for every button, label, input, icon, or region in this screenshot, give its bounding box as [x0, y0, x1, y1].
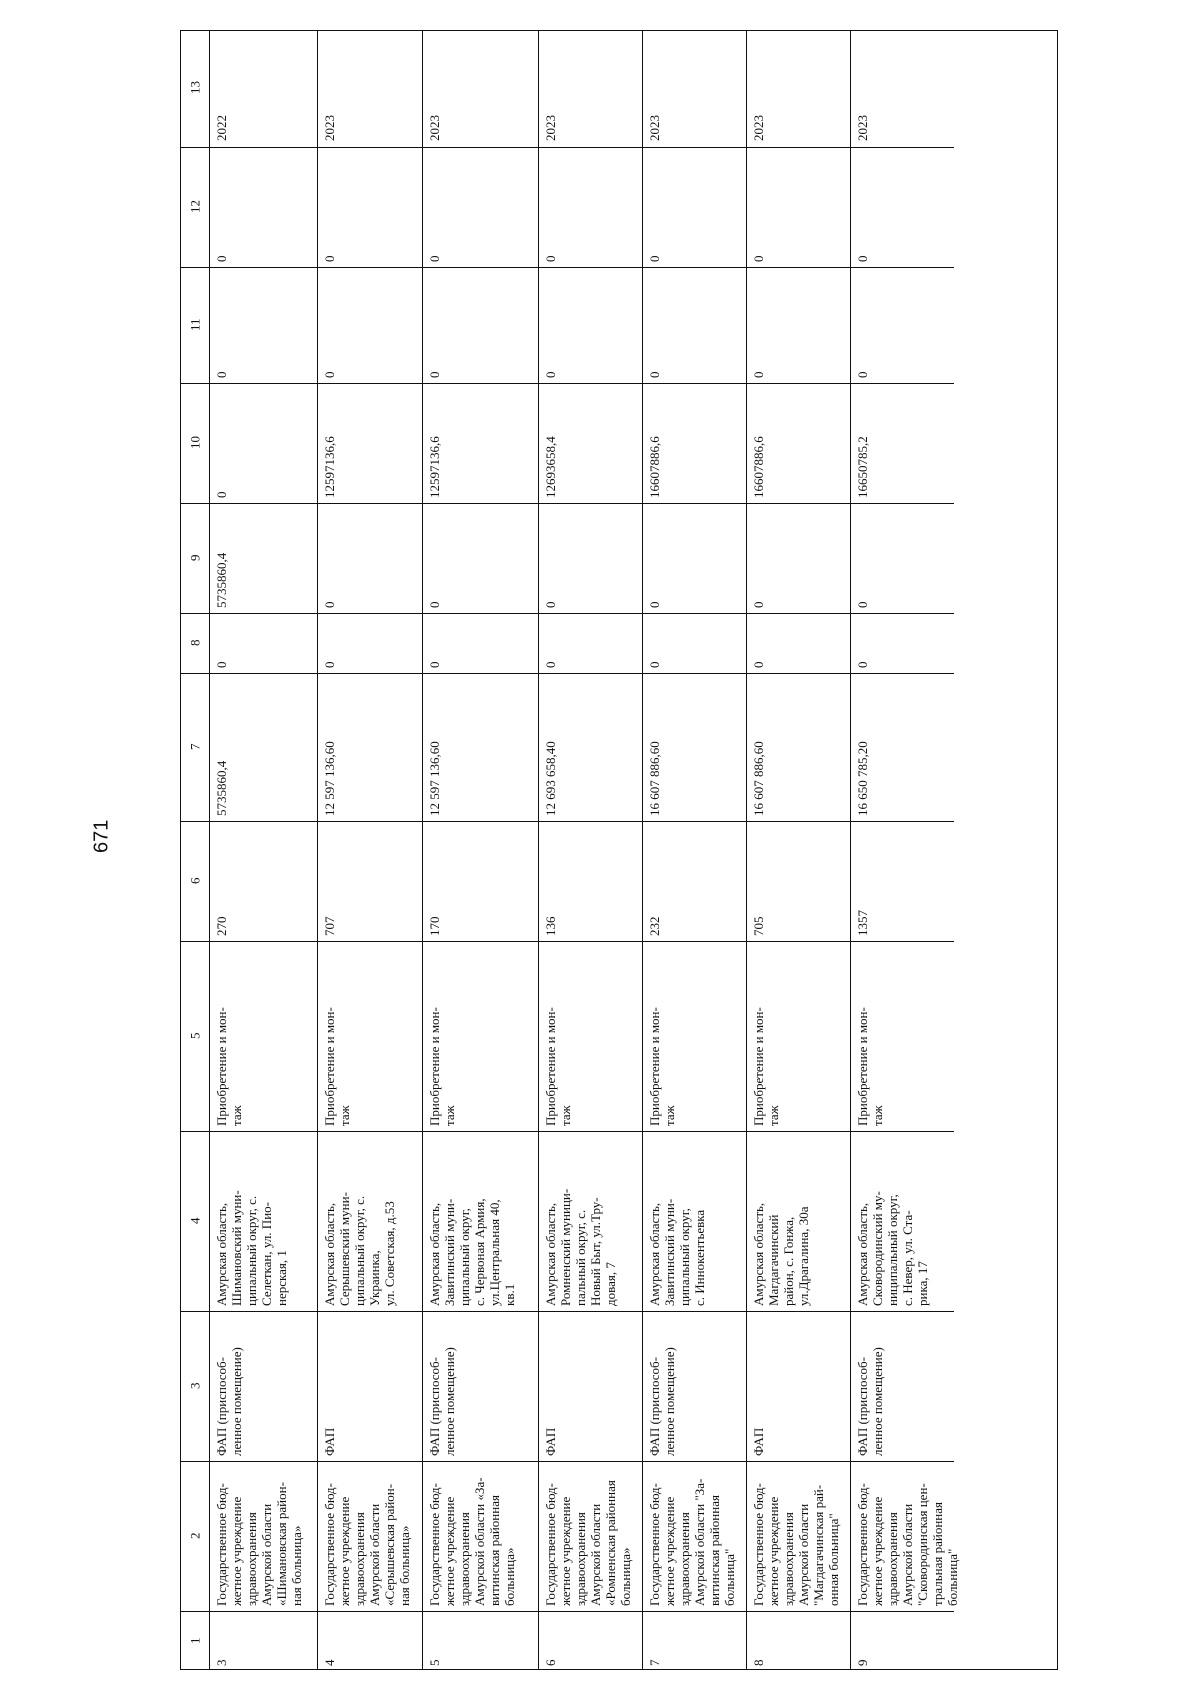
cell-year: [423, 31, 538, 147]
cell-text: 0: [647, 661, 662, 668]
cell-work-type: [539, 941, 642, 1131]
cell-text: Приобретение и мон- таж: [214, 1007, 244, 1126]
cell-text: ФАП (приспособ- ленное помещение): [214, 1347, 244, 1456]
cell-area: [318, 821, 422, 941]
cell-col-9: [210, 503, 317, 613]
cell-work-type: [643, 941, 746, 1131]
cell-text: 2023: [751, 115, 766, 141]
cell-work-type: [210, 941, 317, 1131]
cell-text: 0: [214, 491, 229, 498]
cell-text: 0: [322, 371, 337, 378]
cell-text: 0: [322, 255, 337, 262]
cell-text: 6: [543, 1659, 558, 1666]
cell-year: [539, 31, 642, 147]
cell-col-9: [643, 503, 746, 613]
page-number: 671: [90, 819, 113, 853]
cell-col-8: [423, 613, 538, 673]
cell-col-8: [747, 613, 850, 673]
cell-text: 12 693 658,40: [543, 741, 558, 816]
header-label: 9: [187, 554, 203, 562]
cell-address: [210, 1131, 317, 1311]
cell-text: Амурская область, Завитинский муни- ципальный округ, с. Червоная Армия, ул.Центральная 40, кв.1: [427, 1198, 517, 1306]
cell-row-number: [210, 1611, 317, 1671]
cell-text: Государственное бюд- жетное учреждение здравоохранения Амурской области «Шимановская район- ная больница»: [214, 1482, 304, 1606]
header-cell: [181, 941, 209, 1131]
header-label: 11: [187, 318, 203, 332]
cell-year: [851, 31, 954, 147]
cell-col-11: [851, 267, 954, 383]
header-cell: [181, 503, 209, 613]
cell-text: 5735860,4: [214, 552, 229, 608]
cell-institution: [747, 1461, 850, 1611]
cell-text: 2023: [543, 115, 558, 141]
cell-text: 0: [855, 601, 870, 608]
header-cell: [181, 147, 209, 267]
cell-text: 5: [427, 1659, 442, 1666]
header-label: 3: [187, 1382, 203, 1390]
cell-text: 16607886,6: [647, 436, 662, 498]
cell-text: 0: [214, 255, 229, 262]
cell-col-9: [318, 503, 422, 613]
table-row: [538, 31, 642, 1669]
cell-address: [423, 1131, 538, 1311]
cell-address: [318, 1131, 422, 1311]
cell-col-12: [851, 147, 954, 267]
cell-text: 0: [322, 661, 337, 668]
cell-total-cost: [747, 673, 850, 821]
cell-year: [643, 31, 746, 147]
cell-object-type: [643, 1311, 746, 1461]
cell-text: ФАП (приспособ- ленное помещение): [427, 1347, 457, 1456]
cell-text: 0: [427, 255, 442, 262]
cell-text: 0: [751, 661, 766, 668]
cell-area: [851, 821, 954, 941]
table-row: [746, 31, 850, 1669]
cell-text: 16 607 886,60: [647, 741, 662, 816]
cell-col-10: [423, 383, 538, 503]
cell-total-cost: [851, 673, 954, 821]
cell-text: Амурская область, Шимановский муни- ципальный округ, с. Селеткан, ул. Пио- нерская, 1: [214, 1190, 289, 1306]
cell-text: Приобретение и мон- таж: [427, 1007, 457, 1126]
cell-col-10: [318, 383, 422, 503]
header-label: 7: [187, 743, 203, 751]
cell-text: 0: [647, 601, 662, 608]
cell-col-11: [747, 267, 850, 383]
cell-col-8: [539, 613, 642, 673]
table-row: [209, 31, 317, 1669]
cell-text: 0: [543, 255, 558, 262]
cell-text: 9: [855, 1659, 870, 1666]
cell-text: Амурская область, Магдагачинский район, с. Гонжа, ул.Драгалина, 30а: [751, 1202, 811, 1306]
header-label: 12: [187, 200, 203, 214]
cell-text: 232: [647, 916, 662, 936]
cell-area: [210, 821, 317, 941]
cell-row-number: [851, 1611, 954, 1671]
header-cell: [181, 821, 209, 941]
cell-text: 0: [647, 255, 662, 262]
cell-col-10: [210, 383, 317, 503]
cell-text: Приобретение и мон- таж: [751, 1007, 781, 1126]
cell-row-number: [747, 1611, 850, 1671]
cell-col-10: [747, 383, 850, 503]
header-cell: [181, 31, 209, 147]
header-cell: [181, 383, 209, 503]
cell-text: 16 607 886,60: [751, 741, 766, 816]
cell-text: 0: [322, 601, 337, 608]
cell-total-cost: [423, 673, 538, 821]
cell-institution: [423, 1461, 538, 1611]
cell-text: 0: [647, 371, 662, 378]
cell-text: Приобретение и мон- таж: [322, 1007, 352, 1126]
cell-text: 0: [214, 371, 229, 378]
cell-object-type: [210, 1311, 317, 1461]
cell-text: 12597136,6: [427, 436, 442, 498]
cell-text: 12 597 136,60: [322, 741, 337, 816]
cell-year: [318, 31, 422, 147]
cell-col-9: [423, 503, 538, 613]
cell-col-12: [539, 147, 642, 267]
cell-text: Амурская область, Сковородинский му- ниципальный округ, с. Невер, ул. Ста- рика, 17: [855, 1191, 930, 1306]
header-label: 4: [187, 1217, 203, 1225]
header-cell: [181, 1611, 209, 1671]
cell-text: Государственное бюд- жетное учреждение здравоохранения Амурской области «За- витинская районная больница»: [427, 1477, 517, 1606]
cell-col-10: [643, 383, 746, 503]
cell-text: 707: [322, 916, 337, 936]
cell-text: 0: [751, 371, 766, 378]
cell-col-8: [851, 613, 954, 673]
header-cell: [181, 1131, 209, 1311]
cell-text: 2023: [647, 115, 662, 141]
header-label: 6: [187, 877, 203, 885]
cell-text: 0: [543, 661, 558, 668]
cell-col-10: [539, 383, 642, 503]
cell-object-type: [747, 1311, 850, 1461]
cell-address: [851, 1131, 954, 1311]
table-row: [422, 31, 538, 1669]
cell-object-type: [318, 1311, 422, 1461]
cell-row-number: [539, 1611, 642, 1671]
cell-area: [539, 821, 642, 941]
cell-text: 16607886,6: [751, 436, 766, 498]
cell-col-11: [539, 267, 642, 383]
cell-text: 2023: [427, 115, 442, 141]
cell-text: ФАП: [543, 1427, 558, 1456]
cell-col-11: [643, 267, 746, 383]
cell-col-11: [318, 267, 422, 383]
cell-institution: [210, 1461, 317, 1611]
header-label: 1: [187, 1637, 203, 1645]
cell-year: [747, 31, 850, 147]
cell-text: 16 650 785,20: [855, 741, 870, 816]
cell-text: Государственное бюд- жетное учреждение здравоохранения Амурской области "За- витинская районная больница": [647, 1478, 737, 1606]
cell-text: 0: [427, 371, 442, 378]
cell-col-9: [747, 503, 850, 613]
cell-total-cost: [210, 673, 317, 821]
cell-address: [747, 1131, 850, 1311]
cell-col-12: [643, 147, 746, 267]
cell-text: 0: [855, 661, 870, 668]
cell-text: ФАП: [751, 1427, 766, 1456]
header-label: 10: [187, 436, 203, 450]
cell-text: 0: [543, 601, 558, 608]
cell-row-number: [318, 1611, 422, 1671]
cell-institution: [318, 1461, 422, 1611]
cell-work-type: [747, 941, 850, 1131]
cell-text: Государственное бюд- жетное учреждение здравоохранения Амурской области "Сковородинская цен- тральная районная больница": [855, 1483, 960, 1606]
table-row: [850, 31, 960, 1669]
cell-area: [747, 821, 850, 941]
cell-col-12: [747, 147, 850, 267]
cell-institution: [643, 1461, 746, 1611]
table-row: [642, 31, 746, 1669]
cell-institution: [539, 1461, 642, 1611]
cell-total-cost: [318, 673, 422, 821]
cell-row-number: [643, 1611, 746, 1671]
cell-text: ФАП (приспособ- ленное помещение): [855, 1347, 885, 1456]
cell-text: 12597136,6: [322, 436, 337, 498]
cell-work-type: [423, 941, 538, 1131]
cell-text: 0: [855, 255, 870, 262]
header-cell: [181, 673, 209, 821]
cell-text: 705: [751, 916, 766, 936]
cell-text: ФАП: [322, 1427, 337, 1456]
cell-text: 0: [427, 601, 442, 608]
cell-col-9: [539, 503, 642, 613]
cell-text: 1357: [855, 910, 870, 936]
cell-text: Амурская область, Завитинский муни- ципальный округ, с. Иннокентьевка: [647, 1198, 707, 1306]
cell-area: [423, 821, 538, 941]
cell-text: 8: [751, 1659, 766, 1666]
cell-text: 5735860,4: [214, 760, 229, 816]
header-label: 5: [187, 1032, 203, 1040]
cell-text: 7: [647, 1659, 662, 1666]
cell-work-type: [318, 941, 422, 1131]
cell-total-cost: [539, 673, 642, 821]
cell-text: Государственное бюд- жетное учреждение здравоохранения Амурской области "Магдагачинская рай- онная больница": [751, 1483, 841, 1606]
cell-object-type: [851, 1311, 954, 1461]
header-cell: [181, 1311, 209, 1461]
header-label: 13: [187, 81, 203, 95]
header-column: [181, 31, 209, 1669]
cell-col-10: [851, 383, 954, 503]
header-cell: [181, 267, 209, 383]
cell-year: [210, 31, 317, 147]
cell-col-11: [210, 267, 317, 383]
cell-text: Приобретение и мон- таж: [855, 1007, 885, 1126]
cell-text: 2022: [214, 115, 229, 141]
cell-col-8: [318, 613, 422, 673]
cell-object-type: [539, 1311, 642, 1461]
cell-col-12: [423, 147, 538, 267]
cell-text: 270: [214, 916, 229, 936]
header-label: 8: [187, 639, 203, 647]
cell-text: 0: [214, 661, 229, 668]
cell-text: 136: [543, 916, 558, 936]
cell-text: 0: [751, 255, 766, 262]
cell-text: Приобретение и мон- таж: [647, 1007, 677, 1126]
cell-text: 0: [751, 601, 766, 608]
cell-text: 0: [427, 661, 442, 668]
table-row: [317, 31, 422, 1669]
cell-text: 2023: [322, 115, 337, 141]
cell-col-12: [318, 147, 422, 267]
data-table: [180, 30, 1058, 1670]
cell-text: 12 597 136,60: [427, 741, 442, 816]
cell-text: 16650785,2: [855, 436, 870, 498]
cell-address: [539, 1131, 642, 1311]
cell-institution: [851, 1461, 960, 1611]
cell-text: 170: [427, 916, 442, 936]
cell-object-type: [423, 1311, 538, 1461]
cell-text: 0: [543, 371, 558, 378]
cell-col-11: [423, 267, 538, 383]
header-label: 2: [187, 1532, 203, 1540]
header-cell: [181, 613, 209, 673]
cell-text: 3: [214, 1659, 229, 1666]
cell-col-9: [851, 503, 954, 613]
cell-address: [643, 1131, 746, 1311]
cell-text: ФАП (приспособ- ленное помещение): [647, 1347, 677, 1456]
cell-area: [643, 821, 746, 941]
cell-text: Амурская область, Серышевский муни- ципальный округ, с. Украинка, ул. Советская, д.53: [322, 1192, 397, 1306]
cell-text: 12693658,4: [543, 436, 558, 498]
cell-row-number: [423, 1611, 538, 1671]
cell-text: Амурская область, Ромненский муници- пальный округ, с. Новый Быт, ул.Тру- довая, 7: [543, 1188, 618, 1306]
cell-work-type: [851, 941, 954, 1131]
cell-text: 0: [855, 371, 870, 378]
cell-text: 4: [322, 1659, 337, 1666]
cell-text: 2023: [855, 115, 870, 141]
cell-col-12: [210, 147, 317, 267]
cell-text: Государственное бюд- жетное учреждение здравоохранения Амурской области «Серышевская район- ная больница»: [322, 1483, 412, 1606]
header-cell: [181, 1461, 209, 1611]
cell-text: Приобретение и мон- таж: [543, 1007, 573, 1126]
cell-col-8: [643, 613, 746, 673]
cell-total-cost: [643, 673, 746, 821]
cell-col-8: [210, 613, 317, 673]
cell-text: Государственное бюд- жетное учреждение здравоохранения Амурской области «Ромненская районная больница»: [543, 1480, 633, 1606]
